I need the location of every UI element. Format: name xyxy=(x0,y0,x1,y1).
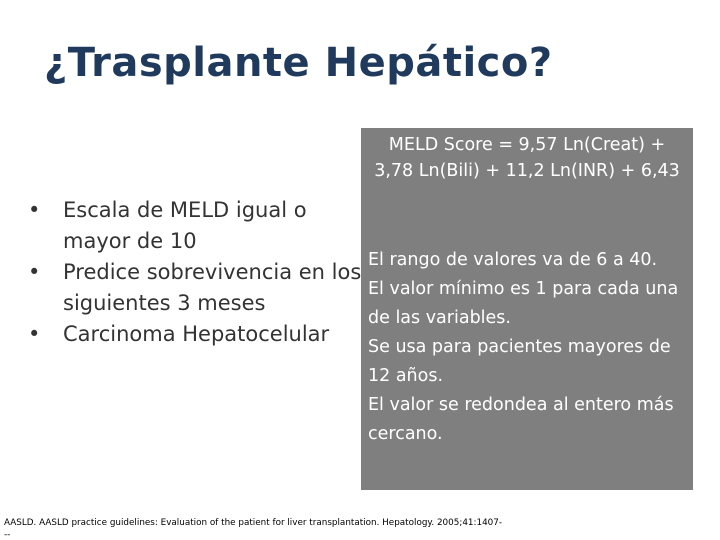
bullet-item xyxy=(28,257,363,319)
meld-info-box xyxy=(361,128,693,490)
slide-title: ¿Trasplante Hepático? xyxy=(44,40,553,86)
bullet-list xyxy=(28,195,363,350)
bullet-text: Predice sobrevivencia en los siguientes 3 meses xyxy=(63,260,362,315)
bullet-dot: • xyxy=(28,260,41,284)
meld-notes xyxy=(368,246,690,449)
bullet-item xyxy=(28,195,363,257)
meld-note: El rango de valores va de 6 a 40. xyxy=(368,250,658,270)
meld-note: Se usa para pacientes mayores de 12 años. xyxy=(368,337,671,386)
bullet-text: Carcinoma Hepatocelular xyxy=(63,322,330,346)
citation-tail: -- xyxy=(4,530,11,540)
meld-note: El valor mínimo es 1 para cada una de las variables. xyxy=(368,279,679,328)
meld-note: El valor se redondea al entero más cercano. xyxy=(368,395,674,444)
meld-formula: MELD Score = 9,57 Ln(Creat) + 3,78 Ln(Bili) + 11,2 Ln(INR) + 6,43 xyxy=(374,135,680,181)
bullet-dot: • xyxy=(28,198,41,222)
citation: AASLD. AASLD practice guidelines: Evaluation of the patient for liver transplantation. Hepatology. 2005;41:1407- xyxy=(4,518,503,528)
bullet-item xyxy=(28,319,363,350)
bullet-dot: • xyxy=(28,322,41,346)
bullet-text: Escala de MELD igual o mayor de 10 xyxy=(63,198,307,253)
